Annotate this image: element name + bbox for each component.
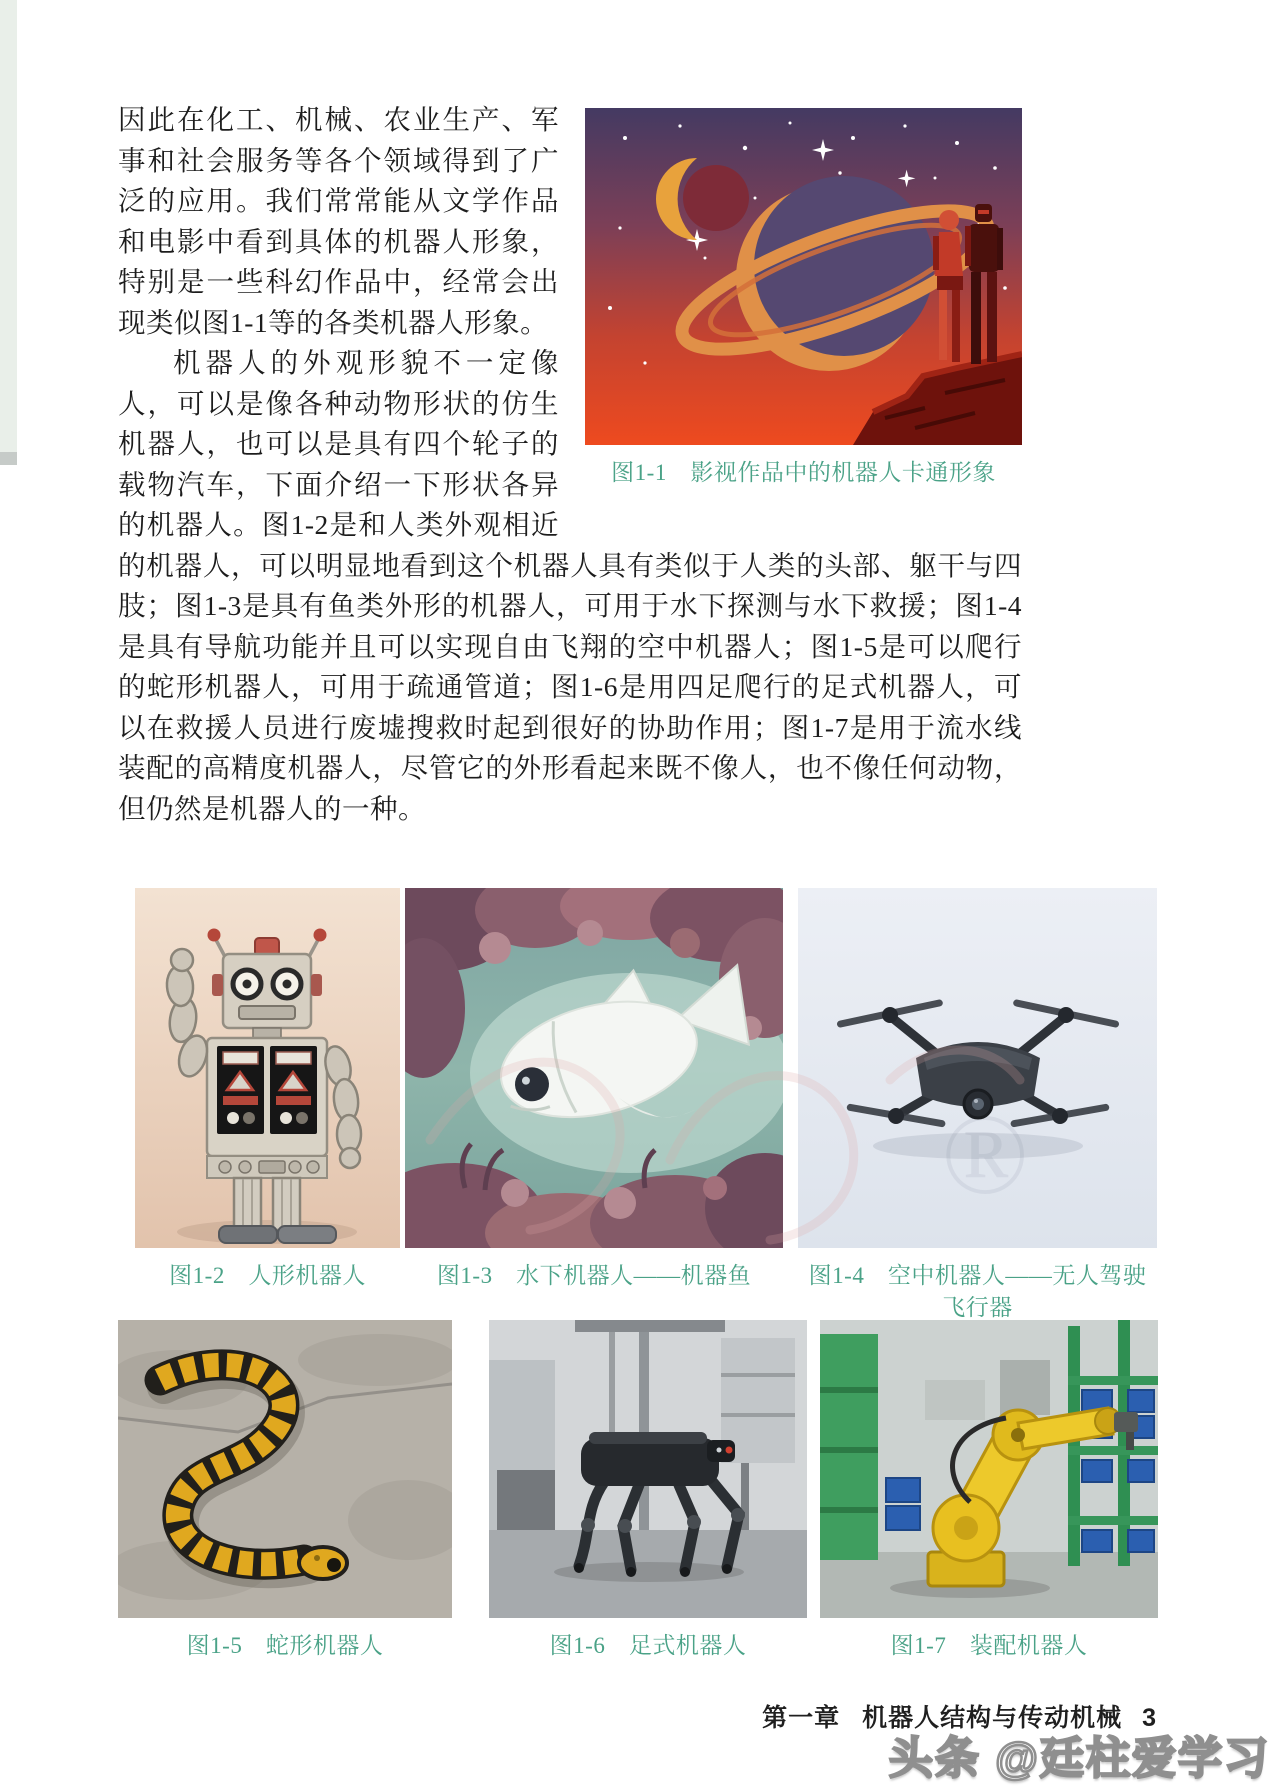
figure-1-7 (820, 1320, 1158, 1662)
drone-photo (798, 888, 1157, 1248)
assembly-robot-photo (820, 1320, 1158, 1618)
figure-1-3 (405, 888, 783, 1324)
figure-1-6 (489, 1320, 807, 1662)
figure-1-1 (585, 108, 1022, 489)
figure-1-5 (118, 1320, 452, 1662)
paragraph-1: 因此在化工、机械、农业生产、军事和社会服务等各个领域得到了广泛的应用。我们常常能从文学作品和电影中看到具体的机器人形象，特别是一些科幻作品中，经常会出现类似图1-1等的各类机器人形象。 (118, 104, 559, 338)
page-edge-strip (0, 0, 17, 452)
page-edge-strip-cap (0, 452, 17, 465)
footer-chapter: 第一章 (762, 1704, 841, 1732)
figure-1-4-caption: 图1-4 空中机器人——无人驾驶飞行器 (808, 1263, 1147, 1320)
toutiao-watermark: 头条 @廷柱爱学习 (888, 1734, 1270, 1783)
paragraph-2: 机器人的外观形貌不一定像人，可以是像各种动物形状的仿生机器人，也可以是具有四个轮子的载物汽车，下面介绍一下形状各异的机器人。图1-2是和人类外观相近的机器人，可以明显地看到这个机器人具有类似于人类的头部、躯干与四肢；图1-3是具有鱼类外形的机器人，可用于水下探测与水下救援；图1-4是具有导航功能并且可以实现自由飞翔的空中机器人；图1-5是可以爬行的蛇形机器人，可用于疏通管道；图1-6是用四足爬行的足式机器人，可以在救援人员进行废墟搜救时起到很好的协助作用；图1-7是用于流水线装配的高精度机器人，尽管它的外形看起来既不像人，也不像任何动物，但仍然是机器人的一种。 (118, 347, 1022, 824)
figure-1-7-caption: 图1-7 装配机器人 (890, 1633, 1088, 1658)
body-text-block (118, 100, 1022, 829)
footer-section-title: 机器人结构与传动机械 (862, 1704, 1123, 1732)
footer-page-number: 3 (1142, 1704, 1157, 1732)
figure-1-1-caption: 图1-1 影视作品中的机器人卡通形象 (611, 460, 996, 485)
figure-row-2 (118, 1320, 1158, 1662)
humanoid-robot-photo (135, 888, 400, 1248)
figure-1-2-caption: 图1-2 人形机器人 (169, 1263, 366, 1288)
figure-1-4 (798, 888, 1157, 1324)
snake-robot-photo (118, 1320, 452, 1618)
figure-row-1 (135, 888, 1157, 1324)
figure-1-2 (135, 888, 400, 1324)
figure-1-3-caption: 图1-3 水下机器人——机器鱼 (436, 1263, 752, 1288)
figure-1-5-caption: 图1-5 蛇形机器人 (186, 1633, 384, 1658)
legged-robot-photo (489, 1320, 807, 1618)
robot-fish-photo (405, 888, 783, 1248)
scifi-robots-illustration (585, 108, 1022, 445)
figure-1-6-caption: 图1-6 足式机器人 (549, 1633, 747, 1658)
